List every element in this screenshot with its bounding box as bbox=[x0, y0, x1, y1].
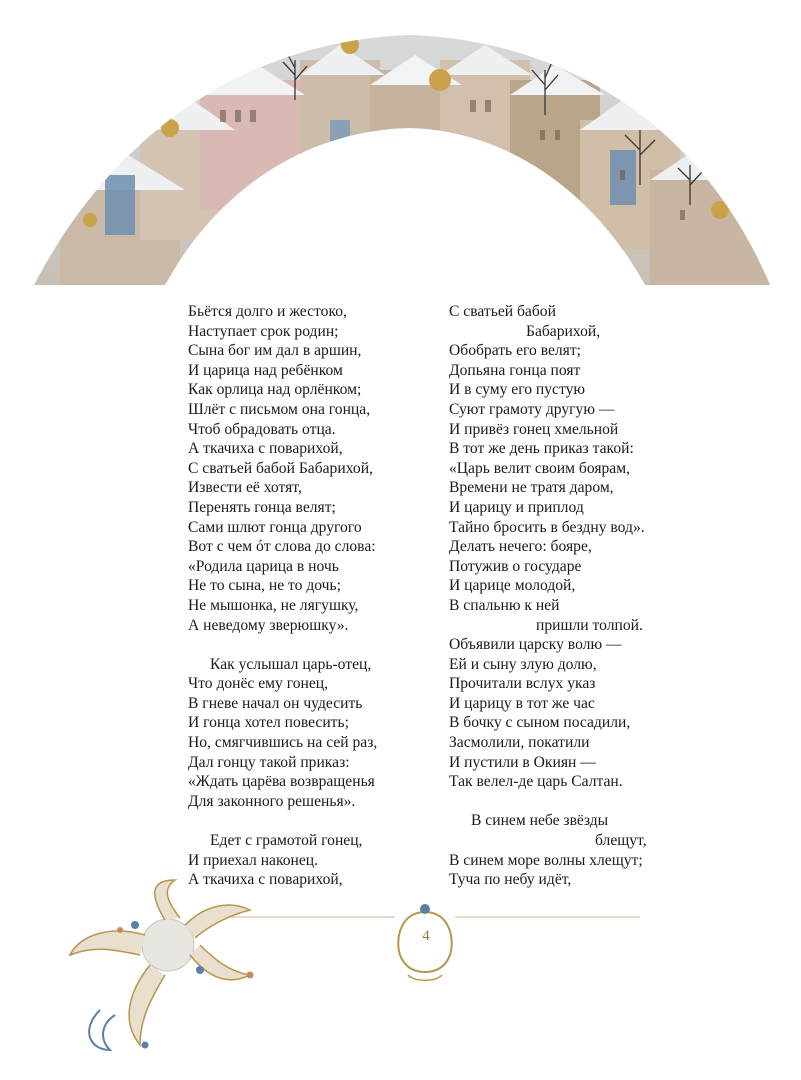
poem-line: А ткачиха с поварихой, bbox=[188, 871, 343, 889]
poem-line: Шлёт с письмом она гонца, bbox=[188, 400, 371, 418]
poem-line: В бочку с сыном посадили, bbox=[449, 714, 631, 732]
poem-line: И царицу в тот же час bbox=[449, 694, 595, 712]
poem-left-column bbox=[188, 302, 418, 890]
poem-line: Тайно бросить в бездну вод». bbox=[449, 518, 645, 536]
poem-line: Как орлица над орлёнком; bbox=[188, 381, 362, 399]
poem-line: Сына бог им дал в аршин, bbox=[188, 342, 362, 360]
poem-line: Для законного решенья». bbox=[188, 792, 356, 810]
stanza-break bbox=[188, 811, 418, 831]
poem-line: А ткачиха с поварихой, bbox=[188, 440, 343, 458]
stanza-break bbox=[188, 635, 418, 655]
poem-line: Допьяна гонца поят bbox=[449, 361, 581, 379]
poem-line: Бьётся долго и жестоко, bbox=[188, 303, 347, 320]
poem-line: Не мышонка, не лягушку, bbox=[188, 596, 359, 614]
poem-line: И царица над ребёнком bbox=[188, 361, 343, 379]
poem-right-column bbox=[449, 302, 689, 890]
swirl-flourish-ornament bbox=[0, 870, 801, 1080]
poem-line: Обобрать его велят; bbox=[449, 342, 581, 360]
poem-line: И царицу и приплод bbox=[449, 498, 584, 516]
poem-line: Как услышал царь-отец, bbox=[210, 655, 372, 673]
poem-line: Наступает срок родин; bbox=[188, 322, 339, 340]
poem-line: В тот же день приказ такой: bbox=[449, 440, 634, 458]
poem-line: И гонца хотел повесить; bbox=[188, 714, 349, 732]
poem-line: Ей и сыну злую долю, bbox=[449, 655, 597, 673]
poem-line: И царице молодой, bbox=[449, 577, 576, 595]
poem-line: А неведому зверюшку». bbox=[188, 616, 349, 634]
poem-line: Суют грамоту другую — bbox=[449, 400, 615, 418]
poem-line: блещут, bbox=[595, 832, 647, 850]
poem-line: В синем небе звёзды bbox=[471, 812, 609, 830]
poem-line: С сватьей бабой bbox=[449, 303, 556, 320]
poem-line: Бабарихой, bbox=[526, 322, 601, 340]
poem-line: Вот с чем óт слова до слова: bbox=[188, 538, 376, 556]
poem-line: Но, смягчившись на сей раз, bbox=[188, 734, 378, 752]
poem-line: В гневе начал он чудесить bbox=[188, 694, 363, 712]
poem-line: Объявили царску волю — bbox=[449, 636, 622, 654]
poem-line: Потужив о государе bbox=[449, 557, 582, 575]
poem-line: Дал гонцу такой приказ: bbox=[188, 753, 350, 771]
poem-line: И приехал наконец. bbox=[188, 851, 319, 869]
poem-line: И пустили в Окиян — bbox=[449, 753, 596, 771]
poem-line: Так велел-де царь Салтан. bbox=[449, 773, 623, 791]
poem-line: Чтоб обрадовать отца. bbox=[188, 420, 336, 438]
poem-line: Что донёс ему гонец, bbox=[188, 675, 329, 693]
poem-line: В спальню к ней bbox=[449, 596, 560, 614]
poem-line: Не то сына, не то дочь; bbox=[188, 577, 341, 595]
poem-line: Делать нечего: бояре, bbox=[449, 538, 592, 556]
winter-town-arch-illustration bbox=[0, 0, 801, 295]
poem-line: Едет с грамотой гонец, bbox=[210, 832, 363, 850]
poem-line: Прочитали вслух указ bbox=[449, 675, 596, 693]
poem-line: «Родила царица в ночь bbox=[188, 557, 339, 575]
poem-line: И в суму его пустую bbox=[449, 381, 586, 399]
poem-line: И привёз гонец хмельной bbox=[449, 420, 619, 438]
poem-line: Времени не тратя даром, bbox=[449, 479, 614, 497]
poem-line: Извести её хотят, bbox=[188, 479, 302, 497]
poem-line: С сватьей бабой Бабарихой, bbox=[188, 459, 373, 477]
poem-line: Туча по небу идёт, bbox=[449, 871, 572, 889]
page-number: 4 bbox=[422, 928, 430, 944]
poem-line: «Ждать царёва возвращенья bbox=[188, 773, 375, 791]
stanza-break bbox=[449, 792, 689, 812]
poem-line: Сами шлют гонца другого bbox=[188, 518, 362, 536]
poem-line: Засмолили, покатили bbox=[449, 734, 590, 752]
poem-line: пришли толпой. bbox=[536, 616, 643, 634]
poem-line: Перенять гонца велят; bbox=[188, 498, 336, 516]
poem-line: «Царь велит своим боярам, bbox=[449, 459, 630, 477]
poem-line: В синем море волны хлещут; bbox=[449, 851, 643, 869]
